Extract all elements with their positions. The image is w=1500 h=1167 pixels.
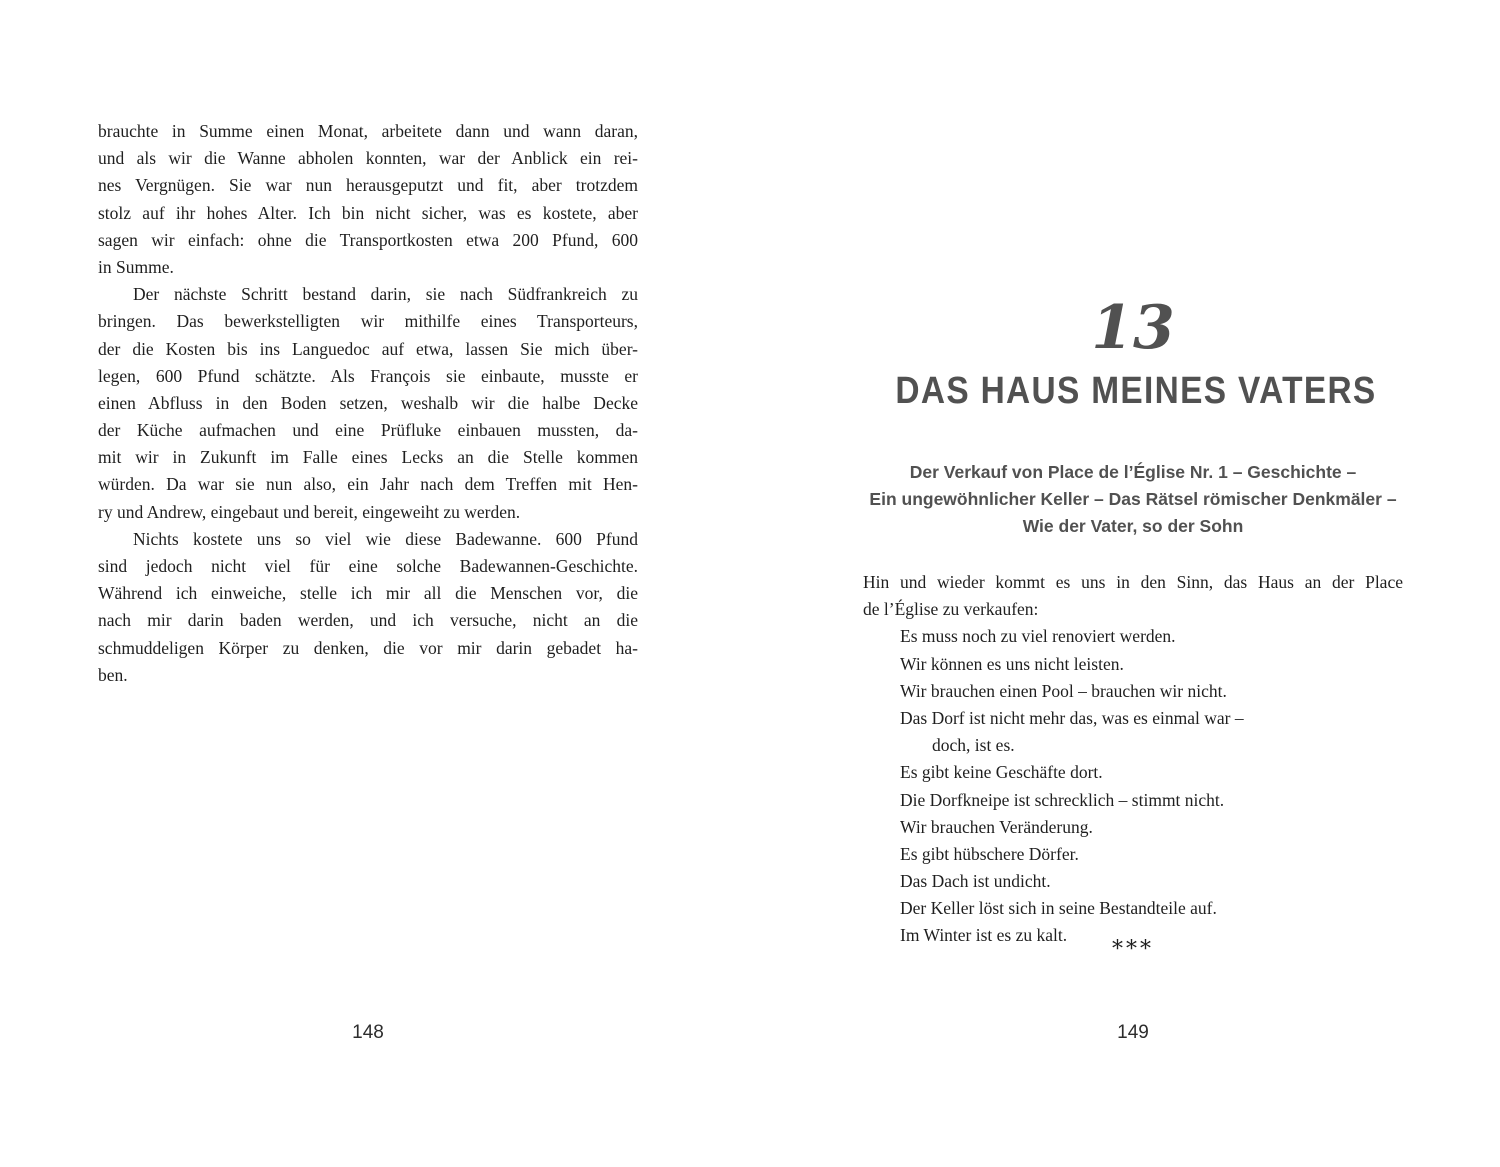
chapter-subtitle-line: Der Verkauf von Place de l’Église Nr. 1 – Geschichte –: [909, 462, 1357, 482]
text-line: einen Abfluss in den Boden setzen, weshalb wir die halbe Decke: [98, 392, 638, 413]
text-line: Während ich einweiche, stelle ich mir all die Menschen vor, die: [98, 583, 638, 604]
text-line: de l’Église zu verkaufen:: [863, 599, 1039, 620]
page-number-left: 148: [352, 1022, 384, 1043]
text-line: mit wir in Zukunft im Falle eines Lecks an die Stelle kommen: [98, 447, 638, 468]
chapter-number: 13: [1091, 293, 1175, 363]
text-line: bringen. Das bewerkstelligten wir mithilfe eines Transporteurs,: [98, 311, 638, 332]
list-item: Die Dorfkneipe ist schrecklich – stimmt nicht.: [900, 789, 1225, 810]
text-line: schmuddeligen Körper zu denken, die vor mir darin gebadet ha-: [98, 637, 638, 658]
text-line: der die Kosten bis ins Languedoc auf etwa, lassen Sie mich über-: [98, 338, 638, 359]
text-line: brauchte in Summe einen Monat, arbeitete dann und wann daran,: [98, 121, 638, 141]
text-line: legen, 600 Pfund schätzte. Als François sie einbaute, musste er: [98, 365, 638, 386]
list-item: Wir brauchen Veränderung.: [900, 816, 1093, 837]
list-item: Wir brauchen einen Pool – brauchen wir nicht.: [900, 680, 1227, 701]
list-item: Es gibt hübschere Dörfer.: [900, 843, 1079, 864]
text-line: ry und Andrew, eingebaut und bereit, eingeweiht zu werden.: [98, 501, 521, 522]
text-line: sagen wir einfach: ohne die Transportkosten etwa 200 Pfund, 600: [98, 229, 638, 250]
text-line: der Küche aufmachen und eine Prüfluke einbauen mussten, da-: [98, 420, 638, 441]
list-item-continuation: doch, ist es.: [932, 735, 1015, 756]
section-separator-stars: ***: [1112, 937, 1154, 962]
text-line: Der nächste Schritt bestand darin, sie nach Südfrankreich zu: [133, 284, 638, 305]
list-item: Der Keller löst sich in seine Bestandteile auf.: [900, 898, 1217, 919]
chapter-subtitle: [863, 459, 1403, 540]
text-line: sind jedoch nicht viel für eine solche Badewannen-Geschichte.: [98, 556, 638, 576]
list-item: Wir können es uns nicht leisten.: [900, 653, 1124, 674]
list-item: Im Winter ist es zu kalt.: [900, 925, 1068, 946]
text-line: und als wir die Wanne abholen konnten, war der Anblick ein rei-: [98, 148, 638, 169]
text-line: nach mir darin baden werden, und ich versuche, nicht an die: [98, 610, 638, 631]
list-item: Das Dach ist undicht.: [900, 871, 1051, 892]
page-number-right: 149: [1117, 1022, 1149, 1043]
text-line: nes Vergnügen. Sie war nun herausgeputzt und fit, aber trotzdem: [98, 175, 638, 196]
text-line: ben.: [98, 664, 128, 685]
list-item: Es gibt keine Geschäfte dort.: [900, 762, 1103, 783]
list-item: Das Dorf ist nicht mehr das, was es einmal war –: [900, 707, 1244, 728]
text-line: Nichts kostete uns so viel wie diese Badewanne. 600 Pfund: [133, 528, 638, 549]
chapter-title: DAS HAUS MEINES VATERS: [895, 370, 1377, 412]
chapter-subtitle-line: Wie der Vater, so der Sohn: [1022, 516, 1244, 536]
text-line: Hin und wieder kommt es uns in den Sinn, das Haus an der Place: [863, 572, 1403, 592]
body-text-left: [98, 118, 638, 689]
body-text-right: [863, 569, 1403, 950]
text-line: stolz auf ihr hohes Alter. Ich bin nicht sicher, was es kostete, aber: [98, 202, 638, 223]
chapter-subtitle-line: Ein ungewöhnlicher Keller – Das Rätsel römischer Denkmäler –: [869, 489, 1397, 509]
list-item: Es muss noch zu viel renoviert werden.: [900, 626, 1176, 647]
text-line: würden. Da war sie nun also, ein Jahr nach dem Treffen mit Hen-: [98, 474, 638, 495]
text-line: in Summe.: [98, 256, 174, 277]
